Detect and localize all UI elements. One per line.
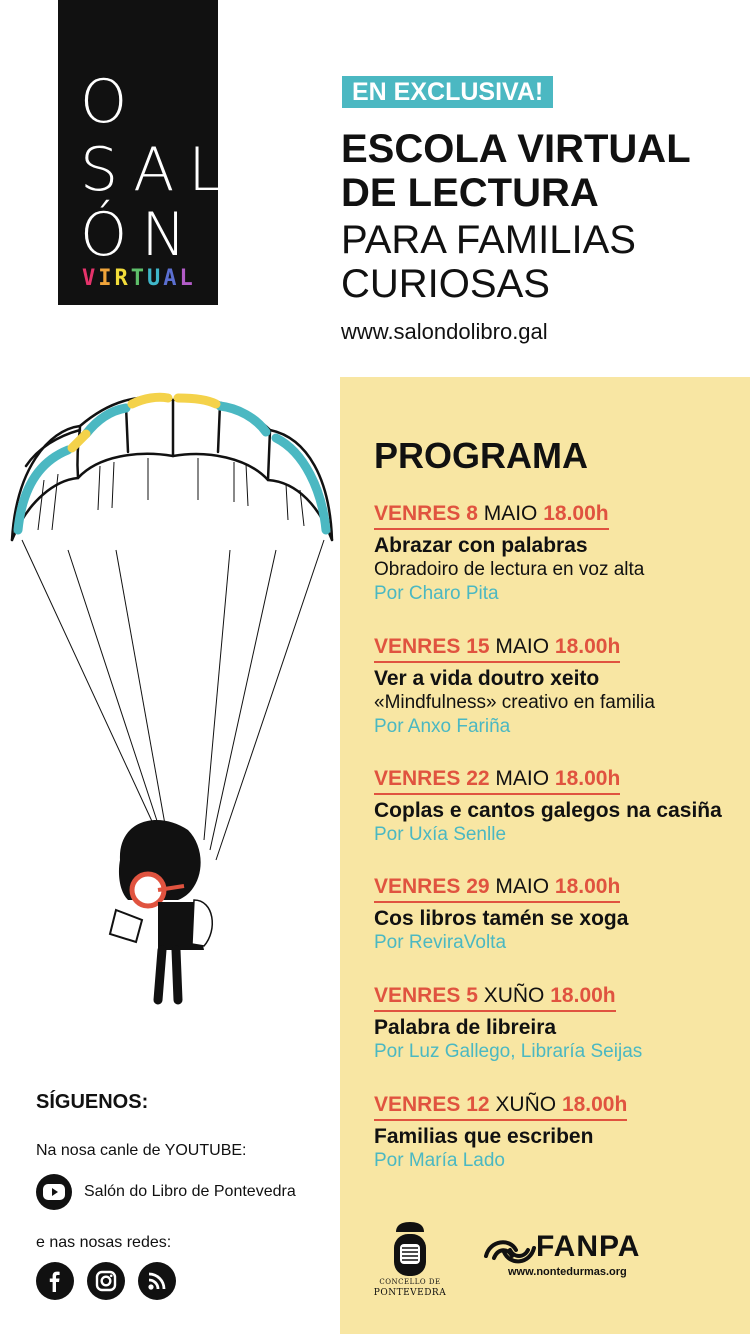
networks-text: e nas nosas redes: xyxy=(36,1234,172,1251)
event-time: 18.00h xyxy=(543,502,609,525)
concello-label-1: CONCELLO DE xyxy=(379,1278,441,1286)
event-month: MAIO xyxy=(483,502,538,525)
event-day: VENRES 12 xyxy=(374,1093,490,1116)
event-subtitle: Obradoiro de lectura en voz alta xyxy=(374,559,645,580)
logo-virtual-letter: L xyxy=(179,266,196,291)
event-author: Por ReviraVolta xyxy=(374,932,507,953)
facebook-icon[interactable] xyxy=(36,1262,74,1300)
event-author: Por María Lado xyxy=(374,1150,505,1171)
youtube-channel-name[interactable]: Salón do Libro de Pontevedra xyxy=(84,1183,296,1200)
event-title: Palabra de libreira xyxy=(374,1016,557,1039)
event-date xyxy=(374,634,620,663)
event-author: Por Anxo Fariña xyxy=(374,716,511,737)
event-day: VENRES 22 xyxy=(374,767,490,790)
event-day: VENRES 29 xyxy=(374,875,490,898)
logo-virtual-letter: I xyxy=(98,266,115,291)
salon-logo xyxy=(58,0,236,305)
event-date xyxy=(374,874,620,903)
logo-virtual-letter: V xyxy=(82,266,99,291)
parachute-books-illustration xyxy=(8,390,338,1030)
event-month: MAIO xyxy=(495,875,550,898)
event-title: Familias que escriben xyxy=(374,1125,594,1148)
logo-line-2: SAL xyxy=(80,135,236,205)
event-author: Por Charo Pita xyxy=(374,583,499,604)
event-date xyxy=(374,501,609,530)
logo-virtual-word xyxy=(82,266,196,291)
logo-virtual-letter: A xyxy=(163,266,180,291)
event-date xyxy=(374,1092,627,1121)
logo-virtual-letter: U xyxy=(147,266,164,291)
programme-event xyxy=(374,983,744,1064)
title-line-2: DE LECTURA xyxy=(341,171,599,215)
programme-event xyxy=(374,634,744,739)
event-month: XUÑO xyxy=(495,1093,557,1116)
event-date xyxy=(374,983,616,1012)
logo-line-3: ÓN xyxy=(80,200,201,270)
follow-title: SÍGUENOS: xyxy=(36,1091,149,1113)
event-date xyxy=(374,766,620,795)
event-month: MAIO xyxy=(495,635,550,658)
programme-event xyxy=(374,501,744,606)
event-subtitle: «Mindfulness» creativo en familia xyxy=(374,692,655,713)
event-month: MAIO xyxy=(495,767,550,790)
concello-pontevedra-seal xyxy=(370,1218,450,1298)
programme-event xyxy=(374,1092,744,1173)
event-author: Por Luz Gallego, Libraría Seijas xyxy=(374,1041,643,1062)
programme-event xyxy=(374,766,744,847)
youtube-icon[interactable] xyxy=(36,1174,72,1210)
title-line-1: ESCOLA VIRTUAL xyxy=(341,127,691,171)
programme-title: PROGRAMA xyxy=(374,435,588,476)
title-line-4: CURIOSAS xyxy=(341,262,550,306)
programme-panel xyxy=(340,377,750,1334)
concello-label-2: PONTEVEDRA xyxy=(373,1288,447,1298)
exclusive-badge: EN EXCLUSIVA! xyxy=(342,76,553,108)
logo-virtual-letter: T xyxy=(130,266,147,291)
logo-line-1: O xyxy=(80,67,142,137)
event-title: Ver a vida doutro xeito xyxy=(374,667,600,690)
event-time: 18.00h xyxy=(554,767,621,790)
rss-icon[interactable] xyxy=(138,1262,176,1300)
event-title: Coplas e cantos galegos na casiña xyxy=(374,799,722,822)
event-time: 18.00h xyxy=(561,1093,628,1116)
website-link[interactable]: www.salondolibro.gal xyxy=(341,319,548,344)
event-day: VENRES 5 xyxy=(374,984,478,1007)
event-time: 18.00h xyxy=(554,635,621,658)
event-title: Abrazar con palabras xyxy=(374,534,588,557)
event-author: Por Uxía Senlle xyxy=(374,824,507,845)
event-day: VENRES 15 xyxy=(374,635,490,658)
instagram-icon[interactable] xyxy=(87,1262,125,1300)
youtube-channel-link[interactable] xyxy=(36,1174,296,1210)
logo-virtual-letter: R xyxy=(114,266,131,291)
event-time: 18.00h xyxy=(554,875,621,898)
event-day: VENRES 8 xyxy=(374,502,478,525)
event-time: 18.00h xyxy=(550,984,616,1007)
fanpa-website[interactable]: www.nontedurmas.org xyxy=(508,1266,627,1278)
title-line-3: PARA FAMILIAS xyxy=(341,218,636,262)
programme-event xyxy=(374,874,744,955)
event-title: Cos libros tamén se xoga xyxy=(374,907,629,930)
event-month: XUÑO xyxy=(483,984,545,1007)
fanpa-name: FANPA xyxy=(536,1230,641,1263)
youtube-text: Na nosa canle de YOUTUBE: xyxy=(36,1142,247,1159)
